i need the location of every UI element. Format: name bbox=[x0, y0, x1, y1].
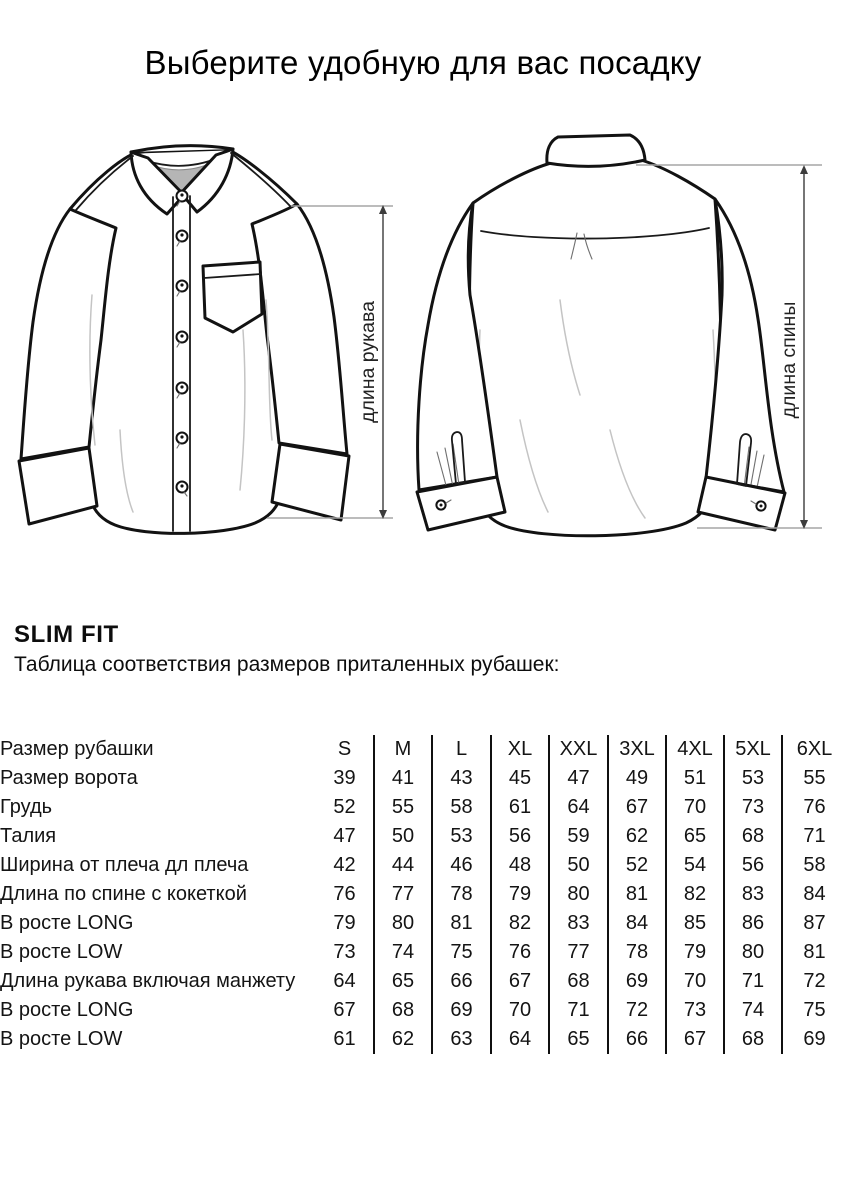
size-cell: 74 bbox=[724, 996, 782, 1025]
size-cell: 77 bbox=[374, 880, 432, 909]
table-row bbox=[0, 764, 846, 793]
page-title: Выберите удобную для вас посадку bbox=[144, 44, 702, 81]
table-row bbox=[0, 909, 846, 938]
size-cell: XL bbox=[491, 735, 549, 764]
size-cell: XXL bbox=[549, 735, 608, 764]
size-cell: 46 bbox=[432, 851, 491, 880]
size-cell: 64 bbox=[549, 793, 608, 822]
size-cell: 68 bbox=[724, 1025, 782, 1054]
size-cell: 3XL bbox=[608, 735, 666, 764]
size-cell: 73 bbox=[724, 793, 782, 822]
size-cell: 56 bbox=[491, 822, 549, 851]
size-cell: 82 bbox=[666, 880, 724, 909]
table-row bbox=[0, 735, 846, 764]
size-cell: 4XL bbox=[666, 735, 724, 764]
size-cell: 87 bbox=[782, 909, 846, 938]
size-cell: 65 bbox=[549, 1025, 608, 1054]
size-cell: 62 bbox=[608, 822, 666, 851]
row-label: В росте LONG bbox=[0, 999, 134, 1021]
size-cell: 78 bbox=[432, 880, 491, 909]
size-cell: 61 bbox=[491, 793, 549, 822]
size-cell: 79 bbox=[666, 938, 724, 967]
row-label: В росте LONG bbox=[0, 912, 134, 934]
size-cell: 75 bbox=[782, 996, 846, 1025]
row-label: В росте LOW bbox=[0, 941, 123, 963]
size-cell: 68 bbox=[374, 996, 432, 1025]
size-cell: 80 bbox=[374, 909, 432, 938]
row-label: Размер рубашки bbox=[0, 738, 154, 760]
size-cell: 76 bbox=[491, 938, 549, 967]
row-label: Грудь bbox=[0, 796, 53, 818]
size-cell: 73 bbox=[333, 941, 356, 963]
size-cell: 72 bbox=[608, 996, 666, 1025]
size-cell: 52 bbox=[608, 851, 666, 880]
size-cell: 78 bbox=[608, 938, 666, 967]
table-row bbox=[0, 793, 846, 822]
size-cell: 75 bbox=[432, 938, 491, 967]
size-cell: 71 bbox=[782, 822, 846, 851]
size-cell: 55 bbox=[374, 793, 432, 822]
row-label: Длина рукава включая манжету bbox=[0, 970, 296, 992]
table-row bbox=[0, 1025, 846, 1054]
size-cell: 48 bbox=[491, 851, 549, 880]
fit-heading: SLIM FIT bbox=[14, 621, 119, 648]
size-cell: 82 bbox=[491, 909, 549, 938]
size-cell: 50 bbox=[374, 822, 432, 851]
shirt-back-collar bbox=[547, 135, 645, 166]
size-cell: 47 bbox=[333, 825, 356, 847]
size-cell: 71 bbox=[724, 967, 782, 996]
size-table bbox=[0, 735, 846, 1054]
row-label: В росте LOW bbox=[0, 1028, 123, 1050]
size-cell: 68 bbox=[724, 822, 782, 851]
size-cell: 74 bbox=[374, 938, 432, 967]
back-length-label: длина спины bbox=[778, 301, 800, 419]
size-cell: 84 bbox=[608, 909, 666, 938]
size-cell: 65 bbox=[374, 967, 432, 996]
table-row bbox=[0, 822, 846, 851]
size-cell: 66 bbox=[432, 967, 491, 996]
size-cell: 77 bbox=[549, 938, 608, 967]
row-label: Ширина от плеча дл плеча bbox=[0, 854, 249, 876]
row-label: Длина по спине с кокеткой bbox=[0, 883, 247, 905]
row-label: Размер ворота bbox=[0, 767, 138, 789]
table-row bbox=[0, 967, 846, 996]
size-cell: 39 bbox=[333, 767, 356, 789]
size-cell: 72 bbox=[782, 967, 846, 996]
table-row bbox=[0, 996, 846, 1025]
size-cell: 62 bbox=[374, 1025, 432, 1054]
size-cell: 76 bbox=[782, 793, 846, 822]
size-cell: 53 bbox=[432, 822, 491, 851]
size-cell: 67 bbox=[666, 1025, 724, 1054]
size-cell: 53 bbox=[724, 764, 782, 793]
size-cell: 61 bbox=[333, 1028, 356, 1050]
size-cell: 64 bbox=[333, 970, 356, 992]
size-cell: 76 bbox=[333, 883, 356, 905]
size-cell: 67 bbox=[491, 967, 549, 996]
size-cell: 63 bbox=[432, 1025, 491, 1054]
shirt-back-body bbox=[469, 160, 721, 536]
sleeve-length-label: длина рукава bbox=[357, 301, 379, 423]
size-cell: 81 bbox=[608, 880, 666, 909]
size-cell: 81 bbox=[782, 938, 846, 967]
size-cell: 80 bbox=[549, 880, 608, 909]
size-cell: 73 bbox=[666, 996, 724, 1025]
size-cell: 67 bbox=[608, 793, 666, 822]
size-cell: M bbox=[374, 735, 432, 764]
size-cell: 69 bbox=[608, 967, 666, 996]
table-caption: Таблица соответствия размеров приталенных рубашек: bbox=[14, 653, 560, 676]
size-cell: 51 bbox=[666, 764, 724, 793]
size-cell: 70 bbox=[491, 996, 549, 1025]
size-cell: 85 bbox=[666, 909, 724, 938]
size-cell: 58 bbox=[432, 793, 491, 822]
shirt-front-left-cuff bbox=[19, 448, 97, 524]
size-cell: 41 bbox=[374, 764, 432, 793]
size-cell: 56 bbox=[724, 851, 782, 880]
size-cell: 59 bbox=[549, 822, 608, 851]
size-cell: 84 bbox=[782, 880, 846, 909]
size-cell: 69 bbox=[782, 1025, 846, 1054]
size-cell: 83 bbox=[549, 909, 608, 938]
size-cell: 64 bbox=[491, 1025, 549, 1054]
size-cell: 43 bbox=[432, 764, 491, 793]
size-cell: 6XL bbox=[782, 735, 846, 764]
table-row bbox=[0, 880, 846, 909]
size-cell: 55 bbox=[782, 764, 846, 793]
size-cell: 67 bbox=[333, 999, 356, 1021]
size-cell: S bbox=[337, 738, 352, 760]
size-cell: 5XL bbox=[724, 735, 782, 764]
size-cell: 70 bbox=[666, 967, 724, 996]
size-cell: 58 bbox=[782, 851, 846, 880]
shirt-front-right-cuff bbox=[272, 444, 349, 520]
size-cell: 79 bbox=[491, 880, 549, 909]
size-cell: 83 bbox=[724, 880, 782, 909]
size-cell: 44 bbox=[374, 851, 432, 880]
size-cell: 66 bbox=[608, 1025, 666, 1054]
size-cell: L bbox=[432, 735, 491, 764]
size-cell: 52 bbox=[333, 796, 356, 818]
size-table-body bbox=[0, 735, 846, 1054]
size-cell: 49 bbox=[608, 764, 666, 793]
size-cell: 47 bbox=[549, 764, 608, 793]
row-label: Талия bbox=[0, 825, 57, 847]
table-row bbox=[0, 938, 846, 967]
size-cell: 70 bbox=[666, 793, 724, 822]
size-cell: 50 bbox=[549, 851, 608, 880]
size-cell: 65 bbox=[666, 822, 724, 851]
size-cell: 42 bbox=[333, 854, 356, 876]
shirt-back-drawing bbox=[417, 135, 785, 536]
size-cell: 81 bbox=[432, 909, 491, 938]
table-row bbox=[0, 851, 846, 880]
shirt-front-drawing bbox=[19, 146, 349, 534]
size-cell: 68 bbox=[549, 967, 608, 996]
size-cell: 86 bbox=[724, 909, 782, 938]
size-cell: 45 bbox=[491, 764, 549, 793]
size-cell: 69 bbox=[432, 996, 491, 1025]
size-cell: 71 bbox=[549, 996, 608, 1025]
size-cell: 80 bbox=[724, 938, 782, 967]
size-cell: 54 bbox=[666, 851, 724, 880]
size-cell: 79 bbox=[333, 912, 356, 934]
